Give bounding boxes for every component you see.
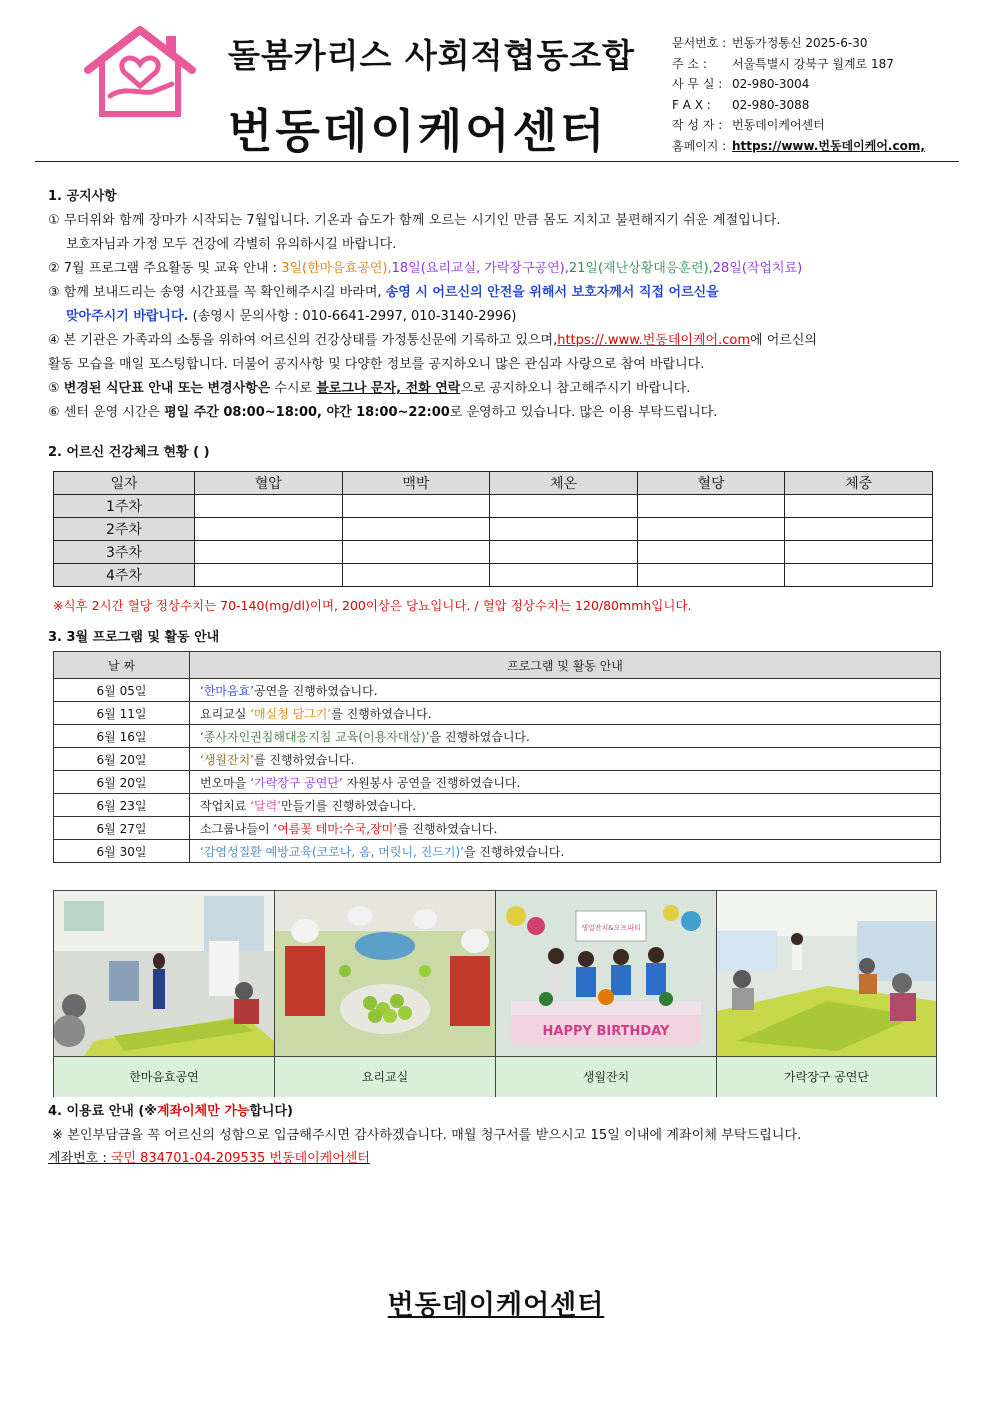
header-divider [35, 161, 959, 162]
activity-highlight: ‘감염성질환 예방교육(코로나, 옴, 머릿니, 진드기)’ [200, 844, 464, 859]
activity-cell [190, 840, 941, 863]
notice-title: 1. 공지사항 [48, 189, 117, 204]
entry-cell[interactable] [342, 518, 490, 541]
program-highlight: 28일(작업치료) [712, 261, 803, 276]
entry-cell[interactable] [490, 564, 638, 587]
table-row [54, 840, 941, 863]
table-row [54, 725, 941, 748]
activity-text: 자원봉사 공연을 진행하였습니다. [342, 775, 521, 790]
date-cell: 6월 23일 [54, 794, 190, 817]
notice-text: 로 운영하고 있습니다. 많은 이용 부탁드립니다. [449, 405, 718, 420]
table-row [54, 748, 941, 771]
notice-item-3 [48, 281, 719, 300]
table-row [54, 518, 933, 541]
date-cell: 6월 20일 [54, 748, 190, 771]
meta-value: 02-980-3004 [732, 77, 810, 91]
meta-key: 작 성 자 : [672, 118, 723, 132]
homepage-link[interactable]: https://www.번동데이케어.com, [732, 138, 925, 153]
notice-item-5 [48, 377, 690, 396]
notice-text: ③ 함께 보내드리는 송영 시간표를 꼭 확인해주시길 바라며, [48, 285, 386, 300]
activity-highlight: ‘매실청 담그기’ [250, 706, 332, 721]
notice-item-4 [48, 329, 817, 348]
entry-cell[interactable] [195, 541, 343, 564]
house-heart-logo [80, 22, 200, 122]
column-header: 맥박 [342, 472, 490, 495]
activity-cell [190, 748, 941, 771]
notice-emphasis: 변경된 식단표 안내 또는 변경사항은 [63, 381, 271, 396]
table-row [54, 679, 941, 702]
activity-highlight: ‘가락장구 공연단’ [250, 775, 343, 790]
activity-text: 작업치료 [200, 798, 251, 813]
photo-caption: 요리교실 [275, 1056, 496, 1097]
notice-text: ⑥ 센터 운영 시간은 [48, 405, 165, 420]
meta-key: 홈페이지 : [672, 138, 727, 153]
entry-cell[interactable] [195, 518, 343, 541]
health-check-table [53, 471, 933, 587]
org-name: 돌봄카리스 사회적협동조합 [228, 36, 636, 75]
table-row [54, 702, 941, 725]
meta-value: 번동데이케어센터 [732, 118, 825, 132]
fee-title [48, 1100, 293, 1119]
week-label: 4주차 [54, 564, 195, 587]
entry-cell[interactable] [637, 518, 785, 541]
date-cell: 6월 30일 [54, 840, 190, 863]
activity-cell [190, 702, 941, 725]
table-row [54, 817, 941, 840]
notice-emphasis: 송영 시 어르신의 안전을 위해서 보호자께서 직접 어르신을 [385, 285, 719, 300]
notice-text: ② 7월 프로그램 주요활동 및 교육 안내 : [48, 261, 282, 276]
column-header: 혈당 [637, 472, 785, 495]
activity-highlight: ‘생월잔치’ [200, 752, 254, 767]
table-row [54, 495, 933, 518]
screen-text: 생일잔치&오프파티 [581, 924, 641, 932]
activity-text: 을 진행하였습니다. [429, 729, 530, 744]
table-header-row [54, 652, 941, 679]
meta-key: F A X : [672, 97, 711, 112]
account-number: 국민 834701-04-209535 번동데이케어센터 [110, 1151, 370, 1166]
notice-emphasis: 맞아주시기 바랍니다. [66, 309, 189, 324]
activity-cell [190, 817, 941, 840]
activity-highlight: ‘달력’ [250, 798, 282, 813]
program-highlight: 21일(재난상황대응훈련), [568, 261, 713, 276]
notice-text: 에 어르신의 [750, 333, 817, 348]
meta-key: 문서번호 : [672, 36, 727, 50]
entry-cell[interactable] [785, 495, 933, 518]
meta-value: 02-980-3088 [732, 97, 810, 112]
date-cell: 6월 11일 [54, 702, 190, 725]
photo-caption: 가락장구 공연단 [717, 1056, 936, 1097]
program-title: 3. 3월 프로그램 및 활동 안내 [48, 630, 220, 645]
photo-cooking-class [275, 891, 496, 1056]
activity-highlight: ‘한마음효’ [200, 683, 254, 698]
activity-text: 를 진행하였습니다. [254, 752, 355, 767]
notice-item-1: ① 무더위와 함께 장마가 시작되는 7월입니다. 기온과 습도가 함께 오르는 시기인 만큼 몸도 지치고 불편해지기 쉬운 계절입니다. [48, 213, 781, 228]
activity-cell [190, 794, 941, 817]
photo-janggu-performance [717, 891, 936, 1056]
column-header: 체중 [785, 472, 933, 495]
program-table [53, 651, 941, 863]
health-title: 2. 어르신 건강체크 현황 ( ) [48, 445, 210, 460]
column-header: 프로그램 및 활동 안내 [190, 652, 941, 679]
entry-cell[interactable] [490, 518, 638, 541]
health-note: ※식후 2시간 혈당 정상수치는 70-140(mg/dl)이며, 200이상은 당뇨입니다. / 혈압 정상수치는 120/80mmh입니다. [53, 598, 692, 613]
footer-text: 번동데이케어센터 [387, 1290, 605, 1321]
photo-gallery [53, 890, 937, 1097]
entry-cell[interactable] [785, 518, 933, 541]
week-label: 2주차 [54, 518, 195, 541]
meta-value: 서울특별시 강북구 월계로 187 [732, 56, 894, 71]
activity-cell [190, 679, 941, 702]
entry-cell[interactable] [637, 564, 785, 587]
entry-cell[interactable] [785, 541, 933, 564]
account-label: 계좌번호 : [48, 1151, 111, 1166]
date-cell: 6월 16일 [54, 725, 190, 748]
entry-cell[interactable] [637, 495, 785, 518]
activity-text: 를 진행하였습니다. [397, 821, 498, 836]
meta-key: 주 소 : [672, 56, 707, 71]
column-header: 날 짜 [54, 652, 190, 679]
meta-value: 번동가정통신 2025-6-30 [732, 36, 868, 50]
photo-caption: 생월잔치 [496, 1056, 717, 1097]
activity-highlight: ‘종사자인권침해대응지침 교육(이용자대상)’ [200, 729, 430, 744]
photo-birthday-party [496, 891, 717, 1056]
column-header: 혈압 [195, 472, 343, 495]
entry-cell[interactable] [342, 564, 490, 587]
table-row [54, 771, 941, 794]
week-label: 3주차 [54, 541, 195, 564]
table-row [54, 541, 933, 564]
column-header: 체온 [490, 472, 638, 495]
fee-title-text: 4. 이용료 안내 (※ [48, 1104, 157, 1119]
table-row [54, 794, 941, 817]
activity-text: 만들기를 진행하였습니다. [281, 798, 417, 813]
activity-text: 공연을 진행하였습니다. [254, 683, 378, 698]
notice-item-6 [48, 401, 717, 420]
activity-cell [190, 771, 941, 794]
notice-text: (송영시 문의사항 : 010-6641-2997, 010-3140-2996) [188, 309, 517, 324]
date-cell: 6월 20일 [54, 771, 190, 794]
fee-title-text: 합니다) [249, 1104, 293, 1119]
meta-key: 사 무 실 : [672, 77, 723, 91]
photo-caption: 한마음효공연 [54, 1056, 275, 1097]
notice-text: 수시로 [270, 381, 317, 396]
notice-text: ④ 본 기관은 가족과의 소통을 위하여 어르신의 건강상태를 가정통신문에 기록하고 있으며, [48, 333, 558, 348]
column-header: 일자 [54, 472, 195, 495]
program-highlight: 18일(요리교실, 가락장구공연), [391, 261, 569, 276]
notice-item-2 [48, 257, 802, 276]
week-label: 1주차 [54, 495, 195, 518]
entry-cell[interactable] [342, 541, 490, 564]
photo-hanmaeum-performance [54, 891, 275, 1056]
document-meta [672, 33, 925, 156]
date-cell: 6월 27일 [54, 817, 190, 840]
notice-text: ⑤ [48, 381, 64, 396]
website-link[interactable]: https://.www.번동데이케어.com [557, 333, 751, 348]
entry-cell[interactable] [195, 495, 343, 518]
activity-text: 을 진행하였습니다. [463, 844, 565, 859]
activity-text: 를 진행하였습니다. [331, 706, 432, 721]
notice-emphasis: 블로그나 문자, 전화 연락 [316, 381, 461, 396]
date-cell: 6월 05일 [54, 679, 190, 702]
entry-cell[interactable] [490, 495, 638, 518]
notice-text: 으로 공지하오니 참고해주시기 바랍니다. [460, 381, 691, 396]
entry-cell[interactable] [490, 541, 638, 564]
fee-title-emphasis: 계좌이체만 가능 [156, 1104, 250, 1119]
activity-text: 번오마을 [200, 775, 251, 790]
footer-center-name [0, 1283, 992, 1322]
entry-cell[interactable] [342, 495, 490, 518]
table-row [54, 564, 933, 587]
activity-text: 요리교실 [200, 706, 251, 721]
entry-cell[interactable] [195, 564, 343, 587]
entry-cell[interactable] [785, 564, 933, 587]
notice-item-4-cont: 활동 모습을 매일 포스팅합니다. 더불어 공지사항 및 다양한 정보를 공지하오니 많은 관심과 사랑으로 참여 바랍니다. [48, 357, 705, 372]
notice-item-1-cont: 보호자님과 가정 모두 건강에 각별히 유의하시길 바랍니다. [66, 237, 397, 252]
entry-cell[interactable] [637, 541, 785, 564]
fee-note: ※ 본인부담금을 꼭 어르신의 성함으로 입금해주시면 감사하겠습니다. 매월 청구서를 받으시고 15일 이내에 계좌이체 부탁드립니다. [52, 1128, 802, 1143]
activity-text: 소그룹나들이 [200, 821, 274, 836]
notice-emphasis: 평일 주간 08:00~18:00, 야간 18:00~22:00 [164, 405, 450, 420]
activity-cell [190, 725, 941, 748]
center-name-title: 번동데이케어센터 [228, 104, 608, 158]
program-highlight: 3일(한마음효공연), [281, 261, 392, 276]
table-header-row [54, 472, 933, 495]
happy-birthday-banner: HAPPY BIRTHDAY [542, 1024, 670, 1039]
notice-item-3-cont [66, 305, 516, 324]
activity-highlight: ‘여름꽃 테마:수국,장미’ [273, 821, 398, 836]
account-info [48, 1147, 388, 1166]
